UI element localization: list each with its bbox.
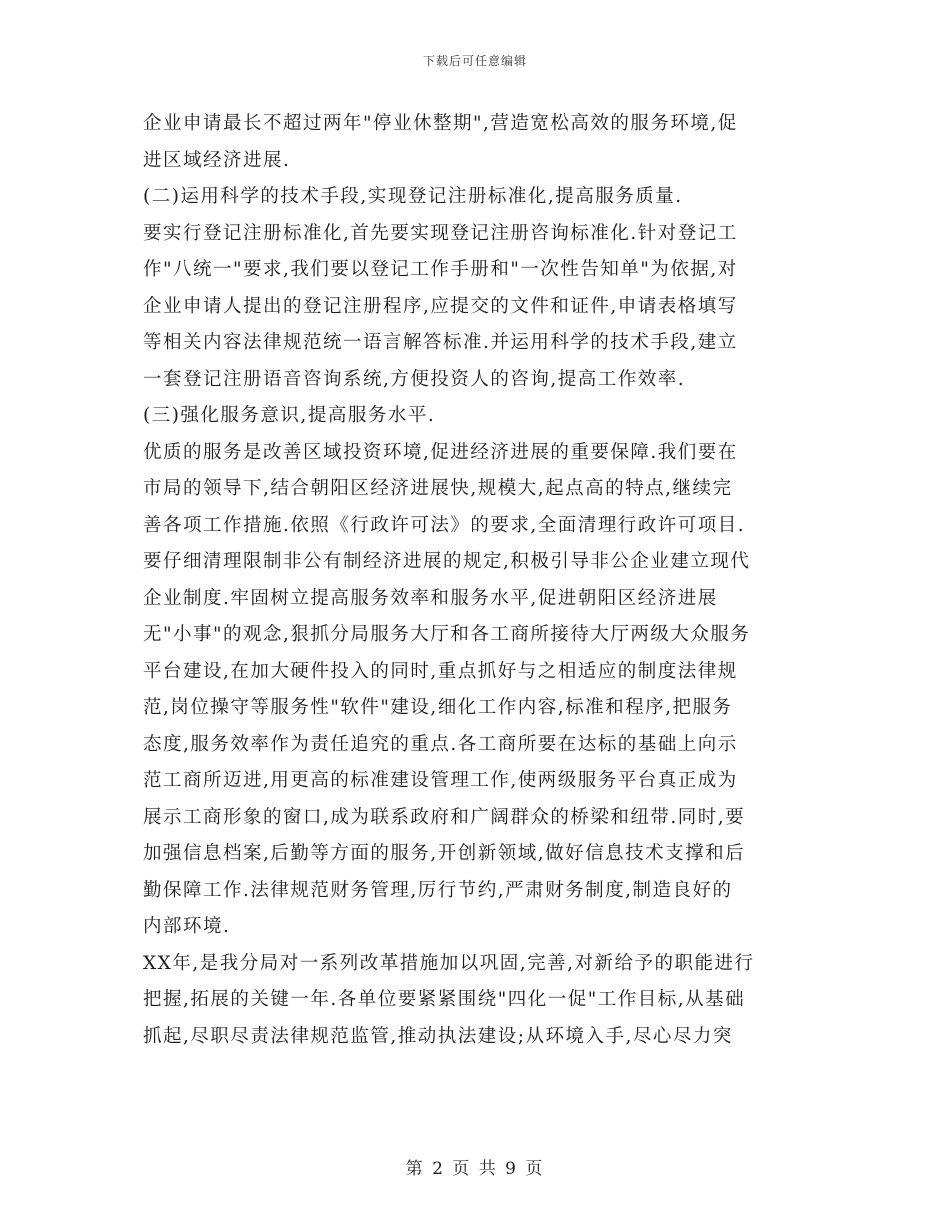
text-line: XX年,是我分局对一系列改革措施加以巩固,完善,对新给予的职能进行 (143, 952, 755, 974)
text-line: 内部环境. (143, 916, 231, 937)
text-line: 优质的服务是改善区域投资环境,促进经济进展的重要保障.我们要在 (143, 441, 738, 463)
text-line: 平台建设,在加大硬件投入的同时,重点抓好与之相适应的制度法律规 (143, 660, 738, 682)
section-heading: (三)强化服务意识,提高服务水平. (143, 405, 436, 426)
page-number-footer: 第 2 页 共 9 页 (405, 1159, 545, 1179)
text-line: 范,岗位操守等服务性"软件"建设,细化工作内容,标准和程序,把服务 (143, 697, 733, 718)
page-header: 下载后可任意编辑 (422, 54, 527, 68)
text-line: 无"小事"的观念,狠抓分局服务大厅和各工商所接待大厅两级大众服务 (143, 624, 751, 645)
text-line: 企业申请最长不超过两年"停业休整期",营造宽松高效的服务环境,促 (143, 113, 738, 134)
text-line: 加强信息档案,后勤等方面的服务,开创新领域,做好信息技术支撑和后 (143, 843, 746, 864)
text-line: 勤保障工作.法律规范财务管理,厉行节约,严肃财务制度,制造良好的 (143, 879, 733, 901)
text-line: 范工商所迈进,用更高的标准建设管理工作,使两级服务平台真正成为 (143, 770, 738, 791)
text-line: 企业制度.牢固树立提高服务效率和服务水平,促进朝阳区经济进展 (143, 587, 718, 609)
section-heading: (二)运用科学的技术手段,实现登记注册标准化,提高服务质量. (143, 186, 683, 207)
text-line: 展示工商形象的窗口,成为联系政府和广阔群众的桥梁和纽带.同时,要 (143, 806, 746, 828)
text-line: 一套登记注册语音咨询系统,方便投资人的咨询,提高工作效率. (143, 368, 686, 390)
text-line: 善各项工作措施.依照《行政许可法》的要求,全面清理行政许可项目. (143, 514, 746, 536)
text-line: 等相关内容法律规范统一语言解答标准.并运用科学的技术手段,建立 (143, 332, 738, 353)
text-line: 态度,服务效率作为责任追究的重点.各工商所要在达标的基础上向示 (143, 733, 738, 755)
text-line: 进区域经济进展. (143, 149, 291, 171)
text-line: 要仔细清理限制非公有制经济进展的规定,积极引导非公企业建立现代 (143, 551, 751, 572)
text-line: 作"八统一"要求,我们要以登记工作手册和"一次性告知单"为依据,对 (143, 259, 738, 280)
text-line: 把握,拓展的关键一年.各单位要紧紧围绕"四化一促"工作目标,从基础 (143, 989, 746, 1010)
text-line: 要实行登记注册标准化,首先要实现登记注册咨询标准化.针对登记工 (143, 222, 738, 244)
text-line: 市局的领导下,结合朝阳区经济进展快,规模大,起点高的特点,继续完 (143, 478, 733, 499)
document-body (143, 106, 803, 1055)
text-line: 抓起,尽职尽责法律规范监管,推动执法建设;从环境入手,尽心尽力突 (143, 1025, 733, 1047)
text-line: 企业申请人提出的登记注册程序,应提交的文件和证件,申请表格填写 (143, 295, 738, 317)
